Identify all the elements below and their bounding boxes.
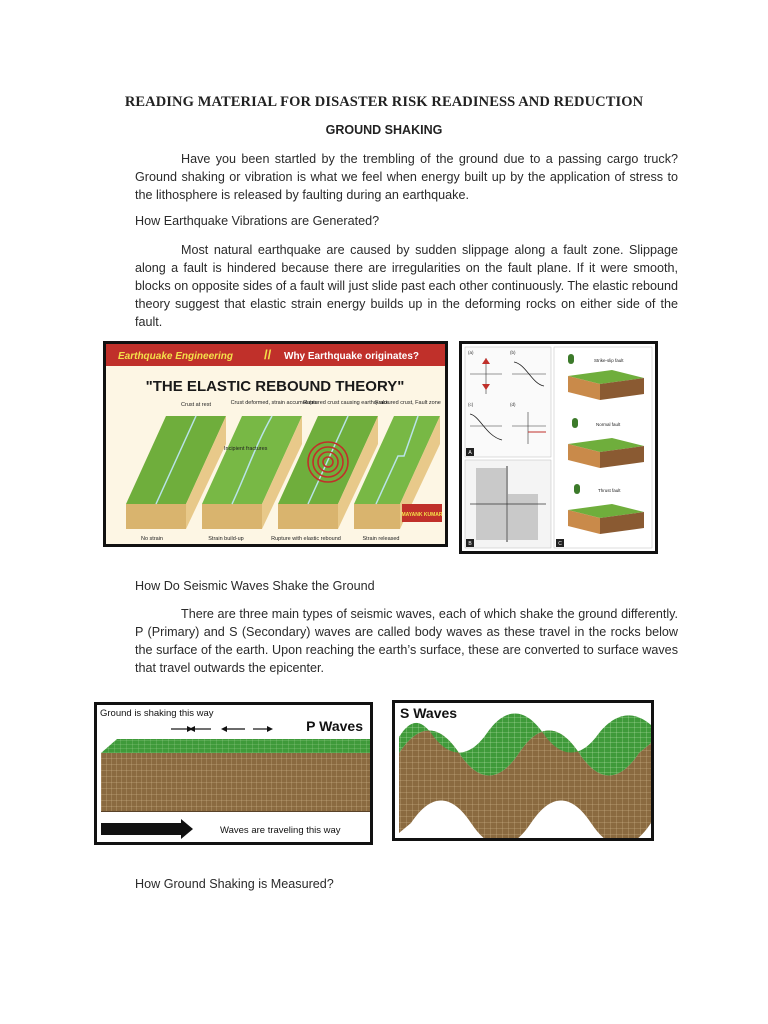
p-waves-illustration (97, 705, 370, 842)
rebound-headline: "THE ELASTIC REBOUND THEORY" (145, 378, 405, 395)
p-wave-bottom-label: Waves are traveling this way (220, 825, 341, 836)
svg-text:(a): (a) (468, 350, 474, 355)
bottom-label-3: Rupture with elastic rebound (271, 536, 341, 542)
bottom-label-1: No strain (140, 536, 164, 542)
paragraph-seismic-waves (135, 605, 678, 677)
figure-s-waves (392, 700, 654, 841)
section-title: GROUND SHAKING (325, 123, 443, 137)
p-wave-title: P Waves (306, 718, 363, 734)
incipient-label: Incipient fractures (224, 446, 268, 452)
panel-c-blocks (554, 347, 652, 548)
s-waves-illustration (395, 703, 651, 838)
fault-types-illustration (462, 344, 655, 551)
bottom-label-2: Strain build-up (208, 536, 244, 542)
figure-elastic-rebound (103, 341, 448, 547)
paragraph-fault-slippage (135, 241, 678, 331)
fault-label-normal: Normal fault (596, 422, 621, 427)
banner-right-text: Why Earthquake originates? (284, 351, 420, 362)
panel-label-a: A (468, 450, 472, 456)
panel-label-c: C (558, 541, 562, 547)
paragraph-seismic-waves-text: There are three main types of seismic waves, each of which shake the ground differently. P (Primary) and S (Secondary) waves are called body waves as these travel in the rocks below the surface of the earth. Upon reaching the earth’s surface, these are converted to surface waves that travel outwards the epicenter. (135, 607, 678, 675)
banner-left-text: Earthquake Engineering (118, 351, 234, 362)
fault-label-strike-slip: Strike-slip fault (594, 358, 624, 363)
paragraph-fault-slippage-text: Most natural earthquake are caused by sudden slippage along a fault zone. Slippage along a fault is hindered because there are irregularities on the fault plane. If it were smooth, blocks on opposite sides of a fault will just slide past each other continuously. The elastic rebound theory suggest that elastic strain energy builds up in the deforming rocks on either side of the fault. (135, 243, 678, 329)
svg-text://: // (264, 347, 272, 362)
fault-label-thrust: Thrust fault (598, 488, 621, 493)
panel-label-b: B (468, 541, 472, 547)
elastic-rebound-illustration (106, 344, 445, 544)
figure-p-waves (94, 702, 373, 845)
p-wave-top-label: Ground is shaking this way (100, 708, 214, 719)
stage-label-4: Fractured crust, Fault zone (375, 400, 441, 406)
document-title: READING MATERIAL FOR DISASTER RISK READINESS AND REDUCTION (124, 94, 644, 110)
heading-vibrations-generated: How Earthquake Vibrations are Generated? (135, 214, 380, 228)
heading-seismic-waves: How Do Seismic Waves Shake the Ground (135, 579, 375, 593)
panel-b-diagram (465, 460, 551, 548)
stage-label-2: Crust deformed, strain accumulates (230, 400, 318, 406)
s-wave-title: S Waves (400, 705, 458, 721)
intro-paragraph (135, 150, 678, 204)
svg-text:(c): (c) (468, 402, 474, 407)
figure-fault-types (459, 341, 658, 554)
svg-text:(d): (d) (510, 402, 516, 407)
author-badge-text: MAYANK KUMAR (401, 512, 443, 518)
panel-a-graphs (465, 347, 551, 457)
bottom-label-4: Strain released (362, 536, 400, 542)
intro-paragraph-text: Have you been startled by the trembling of the ground due to a passing cargo truck? Ground shaking or vibration is what we feel when energy built up by the application of stress to the lithosphere is released by faulting during an earthquake. (135, 152, 678, 202)
svg-text:(b): (b) (510, 350, 516, 355)
stage-label-1: Crust at rest (181, 402, 211, 408)
stage-label-3: Ruptured crust causing earthquake (303, 400, 389, 406)
heading-ground-shaking-measured: How Ground Shaking is Measured? (135, 877, 334, 891)
